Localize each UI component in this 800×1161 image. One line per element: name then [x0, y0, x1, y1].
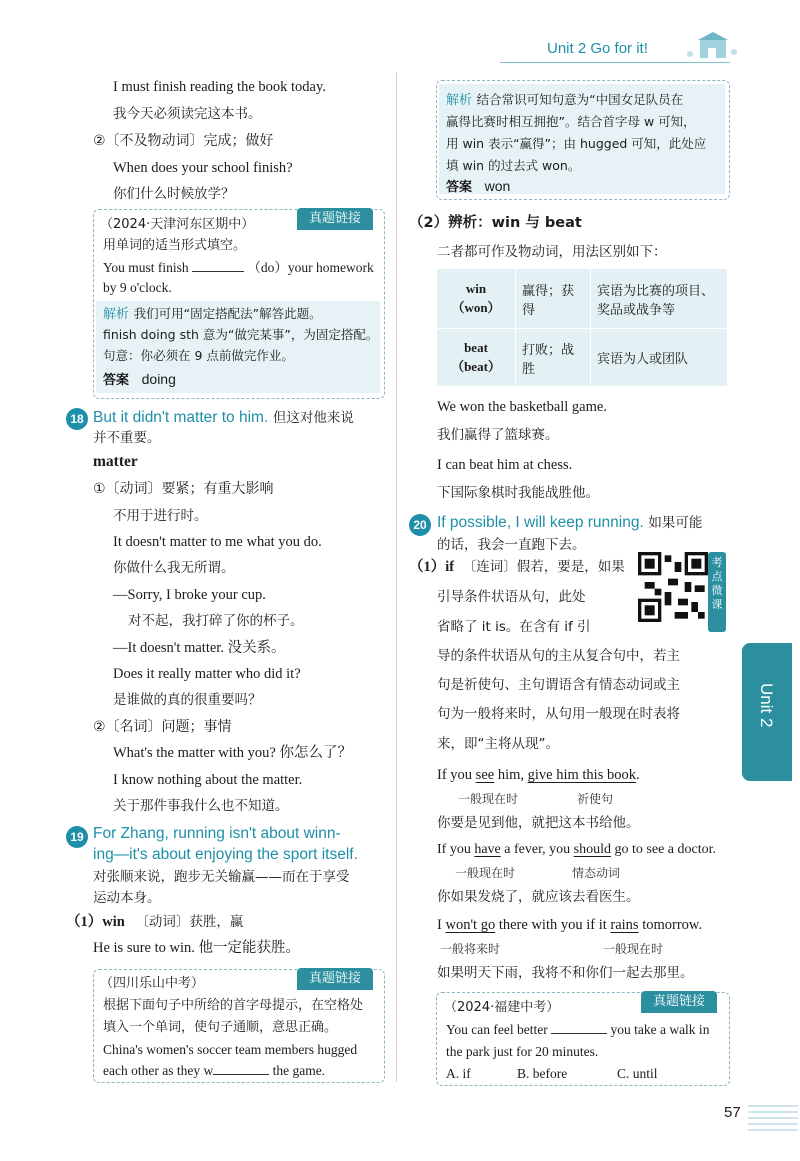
example-sentence: Does it really matter who did it? — [113, 666, 301, 682]
comparison-table — [436, 268, 728, 387]
grammar-note: 来，即“主将从现”。 — [437, 736, 559, 752]
table-cell-meaning: 赢得；获得 — [516, 269, 591, 329]
table-row — [437, 329, 728, 387]
example-translation: 我们赢得了篮球赛。 — [437, 427, 559, 443]
heading-translation: 运动本身。 — [93, 890, 161, 906]
table-cell-usage: 宾语为人或团队 — [591, 329, 728, 387]
heading-english: ing—it's about enjoying the sport itself. — [93, 846, 358, 863]
analysis-text: 句意：你必须在 9 点前做完作业。 — [103, 348, 294, 363]
table-row — [437, 269, 728, 329]
heading-english: If possible, I will keep running. — [437, 514, 644, 531]
definition-line: 〔连词〕假若，要是，如果 — [462, 559, 625, 575]
text-part: a fever, you — [500, 842, 574, 857]
underlined-part: won't go — [445, 917, 496, 933]
analysis-text: 结合常识可知句意为“中国女足队员在 — [476, 92, 684, 107]
answer-value: won — [484, 178, 511, 194]
section-heading — [437, 513, 702, 533]
subsection-heading: （2）辨析：win 与 beat — [409, 215, 582, 231]
definition-line: ②〔名词〕问题；事情 — [93, 719, 232, 735]
example-sentence: —It doesn't matter. 没关系。 — [113, 640, 286, 656]
vocab-heading — [66, 912, 243, 932]
heading-translation-cont: 的话，我会一直跑下去。 — [437, 537, 586, 553]
example-sentence: I must finish reading the book today. — [113, 79, 326, 95]
section-number-badge: 18 — [66, 408, 88, 430]
option-a[interactable]: A. if — [446, 1066, 471, 1081]
answer-label: 答案 — [103, 373, 130, 388]
example-translation: 你们什么时候放学？ — [113, 186, 235, 202]
exam-instruction: 填入一个单词，使句子通顺，意思正确。 — [103, 1020, 338, 1035]
tense-label: 一般现在时 — [603, 942, 664, 956]
usage-note: 不用于进行时。 — [113, 508, 208, 524]
heading-translation: 对张顺来说，跑步无关输赢——而在于享受 — [93, 869, 350, 885]
example-translation: 关于那件事我什么也不知道。 — [113, 798, 289, 814]
definition-line: 〔动词〕获胜，赢 — [135, 914, 244, 930]
example-sentence — [437, 840, 716, 860]
answer-blank[interactable] — [192, 271, 244, 272]
option-c[interactable]: C. until — [617, 1066, 658, 1081]
analysis-text: finish doing sth 意为“做完某事”，为固定搭配。 — [103, 327, 379, 342]
section-heading — [93, 408, 354, 428]
example-sentence: —Sorry, I broke your cup. — [113, 587, 266, 603]
grammar-note: 省略了 it is。在含有 if 引 — [437, 619, 591, 635]
example-sentence: I can beat him at chess. — [437, 457, 573, 473]
example-sentence: We won the basketball game. — [437, 399, 607, 415]
building-icon — [680, 30, 740, 64]
tense-label: 情态动词 — [572, 866, 621, 880]
exam-instruction: 根据下面句子中所给的首字母提示，在空格处 — [103, 998, 364, 1013]
exam-question-part: You can feel better — [446, 1022, 548, 1037]
answer-blank[interactable] — [551, 1033, 607, 1034]
analysis-label: 解析 — [103, 306, 130, 321]
grammar-note: 句为一般将来时，从句用一般现在时表将 — [437, 706, 680, 722]
vocab-word: （1）win — [66, 914, 125, 930]
exam-question-part: the game. — [272, 1063, 326, 1078]
definition-line: ②〔不及物动词〕完成；做好 — [93, 133, 274, 149]
page-number: 57 — [724, 1104, 741, 1121]
underlined-part: see — [475, 767, 495, 783]
exam-question-cont: by 9 o'clock. — [103, 280, 172, 295]
example-translation: 如果明天下雨，我将不和你们一起去那里。 — [437, 965, 694, 981]
analysis-text: 填 win 的过去式 won。 — [446, 158, 581, 173]
text-part: If you — [437, 842, 475, 857]
analysis-label: 解析 — [446, 92, 473, 107]
answer-line — [103, 369, 176, 391]
answer-label: 答案 — [446, 180, 473, 195]
answer-line — [446, 176, 510, 198]
example-translation: 我今天必须读完这本书。 — [113, 106, 262, 122]
exam-source: （四川乐山中考） — [100, 976, 205, 991]
tense-label: 一般现在时 — [458, 792, 519, 806]
exam-link-tag: 真题链接 — [641, 991, 717, 1013]
text-part: him, — [494, 767, 528, 783]
example-sentence: I know nothing about the matter. — [113, 772, 303, 788]
analysis-line — [446, 90, 683, 110]
example-sentence: When does your school finish? — [113, 160, 293, 176]
micro-lesson-tag: 考点微课 — [708, 552, 726, 632]
tense-label: 祈使句 — [577, 792, 614, 806]
answer-value: doing — [141, 371, 176, 387]
exam-question — [103, 1061, 325, 1081]
example-translation: 你如果发烧了，就应该去看医生。 — [437, 889, 640, 905]
exam-source: （2024·天津河东区期中） — [100, 217, 255, 232]
heading-translation: 但这对他来说 — [272, 410, 354, 426]
example-translation: 下国际象棋时我能战胜他。 — [437, 485, 599, 501]
table-cell-usage: 宾语为比赛的项目、 奖品或战争等 — [591, 269, 728, 329]
exam-instruction: 用单词的适当形式填空。 — [103, 238, 247, 253]
example-sentence — [437, 765, 640, 785]
unit-side-tab — [742, 643, 792, 781]
example-translation: 你要是见到他，就把这本书给他。 — [437, 815, 640, 831]
exam-question-part: （do）your homework — [247, 260, 374, 275]
unit-side-tab-label: Unit 2 — [757, 683, 776, 728]
exam-question — [446, 1020, 709, 1040]
example-translation: 是谁做的真的很重要吗？ — [113, 692, 262, 708]
example-sentence: What's the matter with you? 你怎么了？ — [113, 745, 352, 761]
text-part: there with you if it — [495, 917, 611, 933]
definition-line: ①〔动词〕要紧；有重大影响 — [93, 481, 274, 497]
section-number-badge: 19 — [66, 826, 88, 848]
text-part: I — [437, 917, 446, 933]
text-part: . — [635, 767, 640, 783]
exam-question-part: each other as they w — [103, 1063, 214, 1078]
analysis-text: 我们可用“固定搭配法”解答此题。 — [133, 306, 322, 321]
exam-source: （2024·福建中考） — [444, 1000, 560, 1015]
qr-code-icon[interactable] — [636, 550, 710, 624]
exam-question: China's women's soccer team members hugged — [103, 1042, 358, 1057]
exam-link-tag: 真题链接 — [297, 968, 373, 990]
example-translation: 对不起，我打碎了你的杯子。 — [128, 613, 304, 629]
text-part: tomorrow. — [638, 917, 703, 933]
heading-english: But it didn't matter to him. — [93, 409, 269, 426]
text-part: go to see a doctor. — [611, 842, 716, 857]
vocab-word: （1）if — [409, 559, 455, 575]
heading-english: For Zhang, running isn't about winn- — [93, 825, 341, 842]
table-cell-meaning: 打败；战胜 — [516, 329, 591, 387]
example-sentence: He is sure to win. 他一定能获胜。 — [93, 940, 301, 956]
example-sentence: It doesn't matter to me what you do. — [113, 534, 322, 550]
tense-label: 一般将来时 — [440, 942, 501, 956]
underlined-part: rains — [610, 917, 639, 933]
heading-translation-cont: 并不重要。 — [93, 430, 161, 446]
vocab-word: matter — [93, 453, 138, 470]
table-cell-word: beat （beat） — [437, 329, 516, 387]
exam-question-cont: the park just for 20 minutes. — [446, 1044, 599, 1059]
vocab-heading — [409, 557, 625, 577]
example-sentence — [437, 915, 702, 935]
footer-lines-decoration — [748, 1100, 798, 1140]
underlined-part: have — [474, 842, 501, 857]
exam-question-part: You must finish — [103, 260, 189, 275]
option-b[interactable]: B. before — [517, 1066, 568, 1081]
section-number-badge: 20 — [409, 514, 431, 536]
analysis-text: 用 win 表示“赢得”；由 hugged 可知，此处应 — [446, 136, 707, 151]
analysis-text: 赢得比赛时相互拥抱”。结合首字母 w 可知， — [446, 114, 696, 129]
analysis-line — [103, 304, 322, 324]
heading-translation: 如果可能 — [648, 515, 703, 531]
underlined-part: should — [573, 842, 612, 857]
grammar-note: 引导条件状语从句，此处 — [437, 589, 586, 605]
underlined-part: give him this book — [527, 767, 636, 783]
intro-text: 二者都可作及物动词，用法区别如下： — [437, 244, 667, 260]
text-part: If you — [437, 767, 476, 783]
grammar-note: 导的条件状语从句的主从复合句中，若主 — [437, 648, 680, 664]
example-translation: 你做什么我无所谓。 — [113, 560, 235, 576]
exam-question — [103, 258, 374, 278]
tense-label: 一般现在时 — [455, 866, 516, 880]
column-divider — [396, 72, 397, 1082]
table-cell-word: win （won） — [437, 269, 516, 329]
answer-blank[interactable] — [213, 1074, 269, 1075]
grammar-note: 句是祈使句、主句谓语含有情态动词或主 — [437, 677, 680, 693]
exam-link-tag: 真题链接 — [297, 208, 373, 230]
exam-question-part: you take a walk in — [610, 1022, 710, 1037]
header-title: Unit 2 Go for it! — [547, 40, 648, 57]
